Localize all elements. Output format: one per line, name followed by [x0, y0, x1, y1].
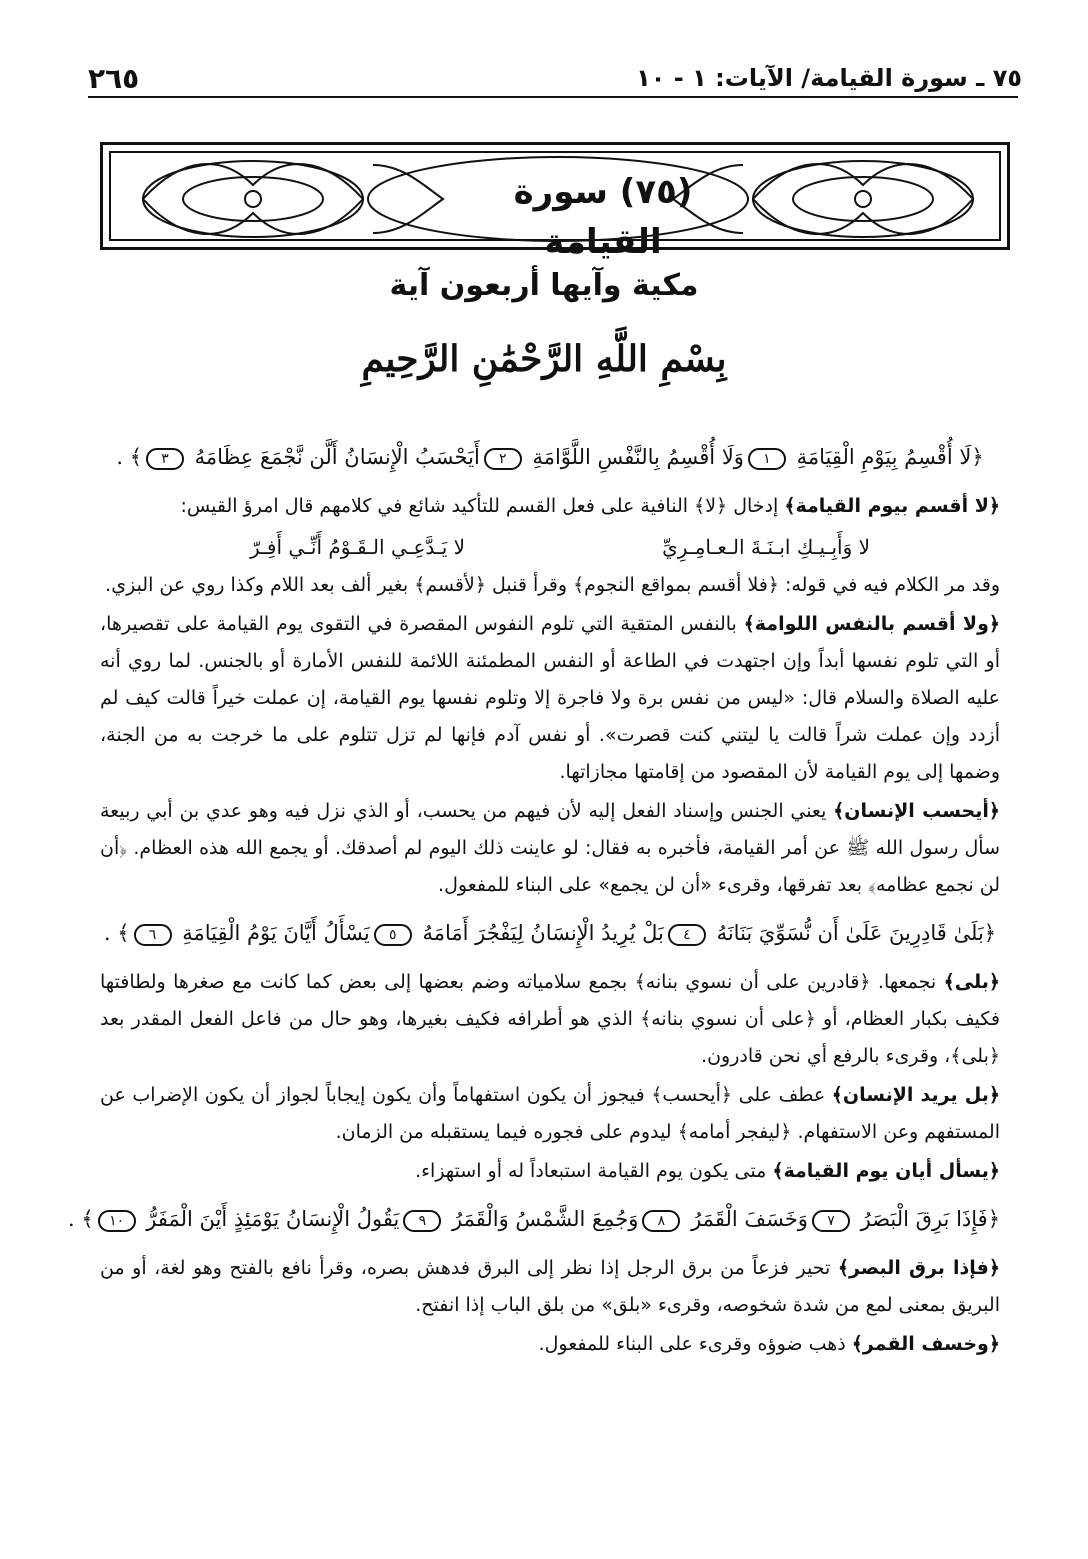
commentary-paragraph — [100, 1326, 1000, 1363]
commentary-paragraph — [100, 1153, 1000, 1190]
ayah-text: يَسْأَلُ أَيَّانَ يَوْمُ الْقِيَامَةِ — [175, 921, 370, 945]
quoted-phrase: ﴿بلى﴾ — [943, 971, 1000, 993]
header-rule — [88, 96, 1018, 98]
ayah-number-marker: ٢ — [484, 448, 522, 470]
quoted-phrase: ﴿لا أقسم بيوم القيامة﴾ — [784, 495, 1000, 517]
commentary-paragraph — [100, 964, 1000, 1075]
poem-hemistich-left: لا يَـدَّعِـي الـقَـوْمُ أَنِّـي أَفِـرّ — [250, 535, 466, 559]
ayah-text: وَلَا أُقْسِمُ بِالنَّفْسِ اللَّوَّامَةِ — [525, 445, 744, 469]
quoted-phrase: ﴿وخسف القمر﴾ — [851, 1333, 1000, 1355]
ayah-text: ﴾ . — [116, 445, 142, 469]
paragraph-text: نجمعها. ﴿قادرين على أن نسوي بنانه﴾ بجمع سلامياته وضم بعضها إلى بعض كما كانت مع صغرها ولطافتها فكيف بكبار العظام، أو ﴿على أن نسوي بنانه﴾ الذي هو أطرافه فكيف بغيرها، وهو حال من فاعل الفعل المقدر بعد ﴿بلى﴾، وقرىء بالرفع أي نحن قادرون. — [100, 971, 1000, 1067]
commentary-paragraph — [100, 1250, 1000, 1324]
poem-verse — [100, 527, 1000, 567]
paragraph-text: يعني الجنس وإسناد الفعل إليه لأن فيهم من يحسب، أو الذي نزل فيه وهو عدي بن أبي ربيعة سأل رسول الله ﷺ عن أمر القيامة، فأخبره به فقال: لو عاينت ذلك اليوم لم أصدقك. أو يجمع الله هذه العظام. ﴿أن لن نجمع عظامه﴾ بعد تفرقها، وقرىء «أن لن يجمع» على البناء للمفعول. — [100, 800, 1000, 896]
paragraph-text: بالنفس المتقية التي تلوم النفوس المقصرة في التقوى يوم القيامة على تقصيرها، أو التي تلوم نفسها أبداً وإن اجتهدت في الطاعة أو النفس المطمئنة اللائمة للنفس الأمارة أو بالجنس. لما روي أنه عليه الصلاة والسلام قال: «ليس من نفس برة ولا فاجرة إلا وتلوم نفسها يوم القيامة، إن عملت خيراً قالت كيف لم أزدد وإن عملت شراً قالت يا ليتني كنت قصرت». أو نفس آدم فإنها لم تزل تتلوم على ما خرجت به من الجنة، وضمها إلى يوم القيامة لأن المقصود من إقامتها مجازاتها. — [100, 613, 1000, 783]
surah-title: (٧٥) سورة القيامة — [513, 172, 693, 262]
ayah-number-marker: ٨ — [642, 1210, 680, 1232]
poem-hemistich-right: لا وَأَبِـيـكِ ابـنَـةَ الـعـامِـرِيِّ — [662, 535, 870, 559]
quoted-phrase: ﴿ولا أقسم بالنفس اللوامة﴾ — [743, 613, 1001, 635]
surah-subtitle: مكية وآيها أربعون آية — [389, 268, 699, 303]
ayah-text: أَيَحْسَبُ الْإِنسَانُ أَلَّن نَّجْمَعَ عِظَامَهُ — [188, 445, 480, 469]
quoted-phrase: ﴿بل يريد الإنسان﴾ — [831, 1084, 1001, 1106]
quoted-phrase: ﴿أيحسب الإنسان﴾ — [833, 800, 1000, 822]
ayah-text: وَجُمِعَ الشَّمْسُ وَالْقَمَرُ — [445, 1207, 639, 1231]
quoted-phrase: ﴿يسأل أيان يوم القيامة﴾ — [772, 1160, 1000, 1182]
ayah-block — [100, 912, 1000, 954]
paragraph-text: عطف على ﴿أيحسب﴾ فيجوز أن يكون استفهاماً وأن يكون إيجاباً لجواز أن يكون الإضراب عن المستفهم وعن الاستفهام. ﴿ليفجر أمامه﴾ ليدوم على فجوره فيما يستقبله من الزمان. — [100, 1084, 1000, 1143]
ayah-text: ﴿بَلَىٰ قَادِرِينَ عَلَىٰ أَن نُّسَوِّيَ بَنَانَهُ — [709, 921, 997, 945]
ayah-number-marker: ٩ — [403, 1210, 441, 1232]
basmala: بِسْمِ اللَّهِ الرَّحْمَٰنِ الرَّحِيمِ — [361, 338, 727, 380]
paragraph-text: إدخال ﴿لا﴾ النافية على فعل القسم للتأكيد شائع في كلامهم قال امرؤ القيس: — [180, 495, 785, 517]
surah-banner — [100, 142, 1010, 262]
ayah-text: ﴾ . — [103, 921, 130, 945]
ayah-block — [100, 436, 1000, 478]
page-number: ٢٦٥ — [88, 62, 140, 95]
ayah-number-marker: ٦ — [134, 924, 172, 946]
commentary-paragraph — [100, 793, 1000, 904]
ayah-text: بَلْ يُرِيدُ الْإِنسَانُ لِيَفْجُرَ أَمَامَهُ — [415, 921, 664, 945]
ayah-number-marker: ١٠ — [98, 1210, 136, 1232]
running-title: ٧٥ ـ سورة القيامة/ الآيات: ١ - ١٠ — [636, 64, 1022, 92]
ayah-number-marker: ٤ — [668, 924, 706, 946]
ayah-number-marker: ٥ — [374, 924, 412, 946]
commentary-paragraph — [100, 1077, 1000, 1151]
ayah-number-marker: ٣ — [146, 448, 184, 470]
paragraph-text: وقد مر الكلام فيه في قوله: ﴿فلا أقسم بمواقع النجوم﴾ وقرأ قنبل ﴿لأقسم﴾ بغير ألف بعد اللام وكذا روي عن البزي. — [105, 574, 1000, 596]
commentary-paragraph — [100, 606, 1000, 791]
ayah-text: ﴿لَا أُقْسِمُ بِيَوْمِ الْقِيَامَةِ — [789, 445, 984, 469]
commentary-body — [67, 428, 1001, 1365]
paragraph-text: متى يكون يوم القيامة استبعاداً له أو استهزاء. — [415, 1160, 773, 1182]
page-header — [78, 58, 1022, 98]
commentary-paragraph — [100, 567, 1000, 604]
ayah-text: يَقُولُ الْإِنسَانُ يَوْمَئِذٍ أَيْنَ الْمَفَرُّ — [139, 1207, 400, 1231]
ayah-text: ﴿فَإِذَا بَرِقَ الْبَصَرُ — [853, 1207, 1000, 1231]
ayah-text: وَخَسَفَ الْقَمَرُ — [684, 1207, 808, 1231]
ayah-text: ﴾ . — [67, 1207, 94, 1231]
ayah-number-marker: ٧ — [812, 1210, 850, 1232]
commentary-paragraph — [100, 488, 1000, 525]
ayah-block — [67, 1198, 1000, 1240]
quoted-phrase: ﴿فإذا برق البصر﴾ — [837, 1257, 1000, 1279]
paragraph-text: تحير فزعاً من برق الرجل إذا نظر إلى البرق فدهش بصره، وقرأ نافع بالفتح وهو لغة، أو من البريق بمعنى لمع من شدة شخوصه، وقرىء «بلق» من بلق الباب إذا انفتح. — [100, 1257, 1000, 1316]
paragraph-text: ذهب ضوؤه وقرىء على البناء للمفعول. — [538, 1333, 852, 1355]
ayah-number-marker: ١ — [748, 448, 786, 470]
